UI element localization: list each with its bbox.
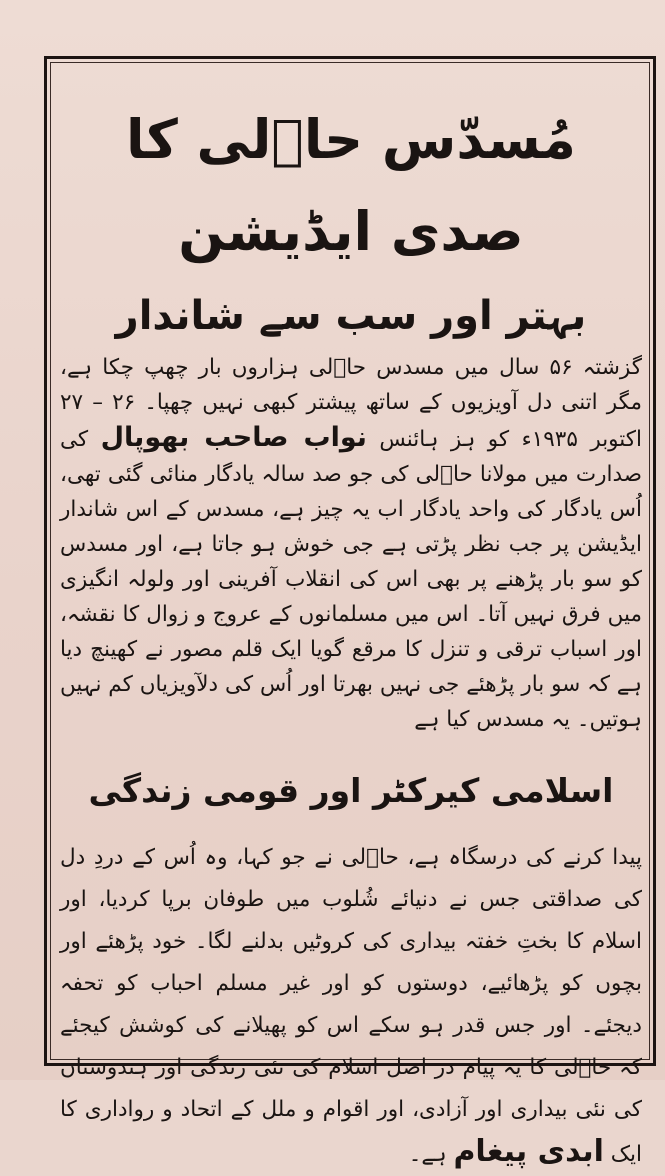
body-paragraph xyxy=(58,837,644,1176)
intro-paragraph xyxy=(58,350,644,737)
section-heading: اسلامی کیرکٹر اور قومی زندگی xyxy=(88,771,614,810)
intro-emphasis: نواب صاحب بھوپال xyxy=(100,422,367,453)
body-text-start: پیدا کرنے کی درسگاہ ہے، حاؔلی نے جو کہا، وہ اُس کے دردِ دل کی صداقتی جس نے دنیائے شُلوب میں طوفان برپا کردیا، اور اسلام کا بختِ خفتہ بیداری کی کروٹیں بدلنے لگا۔ خود پڑھئے اور بچوں کو پڑھائیے، دوستوں کو اور غیر مسلم احباب کو تحفہ دیجئے۔ اور جس قدر ہو سکے اس کو پھیلانے کی کوشش کیجئے کہ حاؔلی کا یہ پیام در اصل اسلام کی نئی زندگی اور ہندوستان کی نئی بیداری اور آزادی، اور اقوام و ملل کے اتحاد و رواداری کا ایک xyxy=(60,845,642,1167)
intro-text-end: کی صدارت میں مولانا حاؔلی کی جو صد سالہ یادگار منائی گئی تھی، اُس یادگار کی واحد یادگار اب یہ چیز ہے، مسدس کے اس شاندار ایڈیشن پر جب نظر پڑتی ہے جی خوش ہو جاتا ہے، اور مسدس کو سو بار پڑھنے پر بھی اس کی انقلاب آفرینی اور ولولہ انگیزی میں فرق نہیں آتا۔ اس میں مسلمانوں کے عروج و زوال کا نقشہ، اور اسباب ترقی و تنزل کا مرقع گویا ایک قلم مصور نے کھینچ دیا ہے کہ سو بار پڑھئے جی نہیں بھرتا اور اُس کی دلآویزیاں کم نہیں ہوتیں۔ یہ مسدس کیا ہے xyxy=(60,427,642,732)
body-text-end: ہے۔ xyxy=(408,1142,454,1167)
body-emphasis: ابدی پیغام xyxy=(453,1134,604,1169)
page-title: مُسدّس حاؔلی کا صدی ایڈیشن xyxy=(126,108,576,263)
advertisement-content xyxy=(58,66,644,1176)
intro-text-start: گزشتہ ۵۶ سال میں مسدس حاؔلی ہزاروں بار چھپ چکا ہے، مگر اتنی دل آویزیوں کے ساتھ پیشتر کبھی نہیں چھپا۔ ۲۶ – ۲۷ اکتوبر ۱۹۳۵ء کو ہز ہائنس xyxy=(60,355,642,452)
page-subtitle: بہتر اور سب سے شاندار xyxy=(115,293,587,339)
